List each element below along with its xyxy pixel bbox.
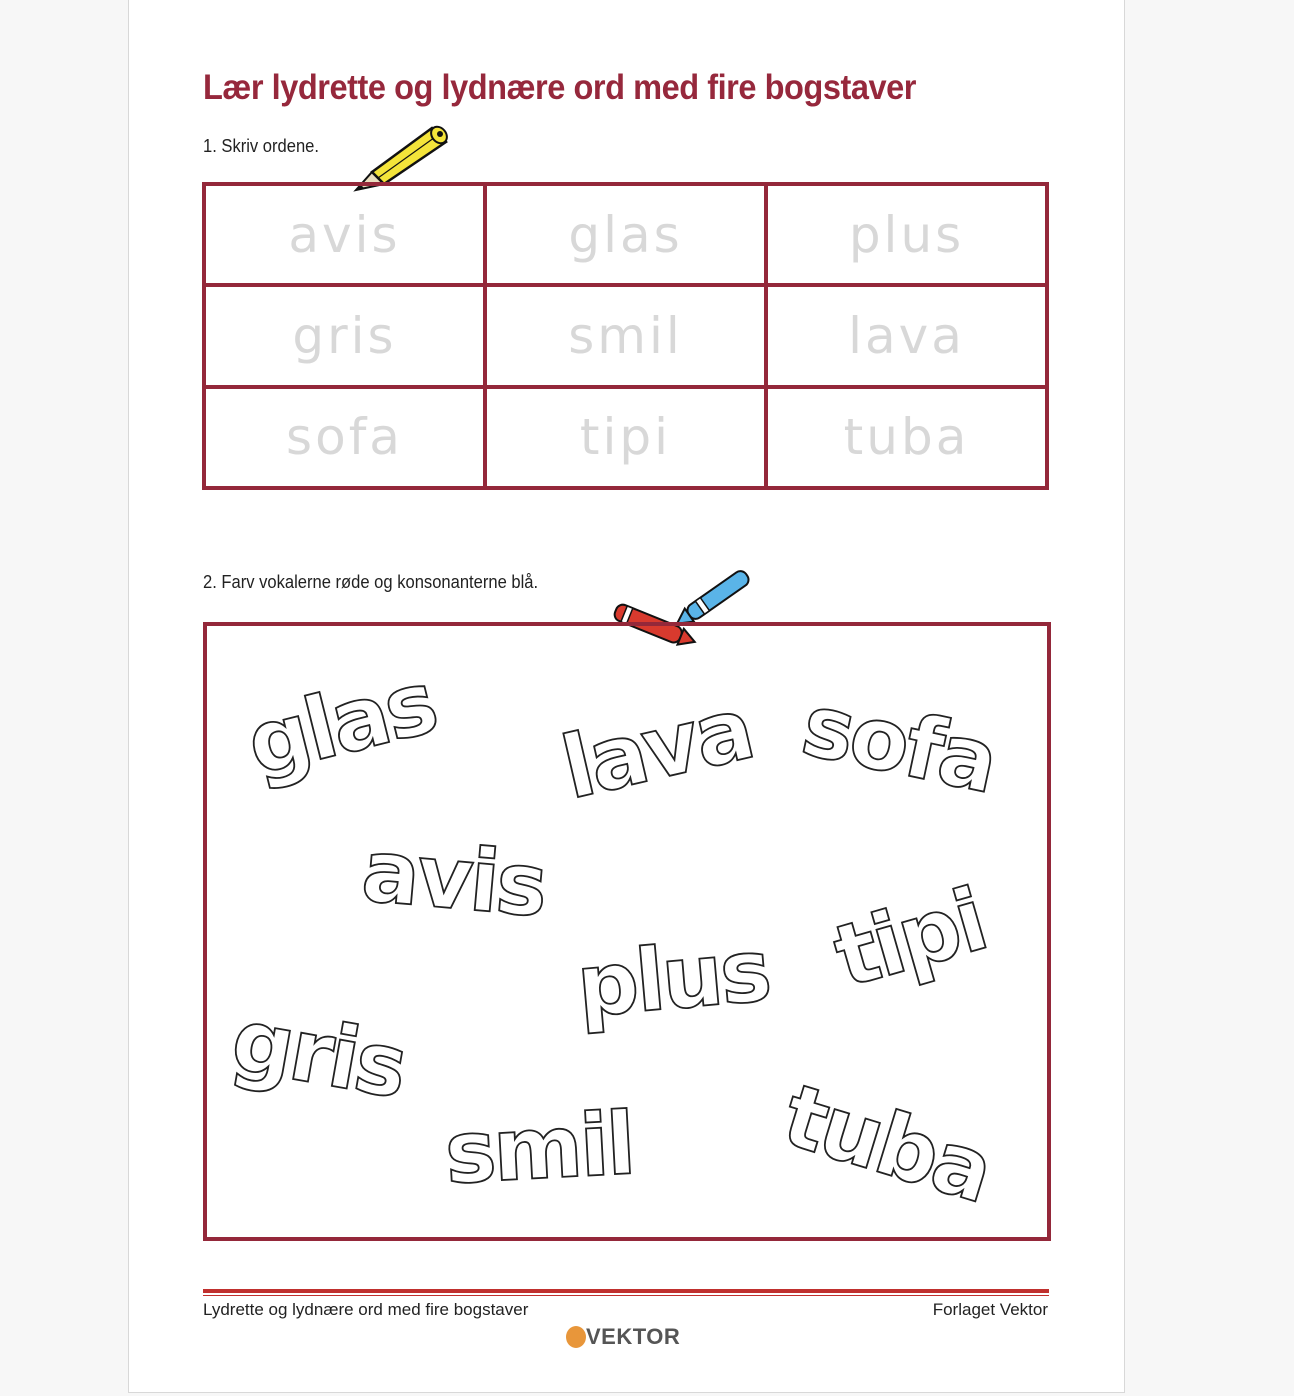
footer-rule-thin bbox=[203, 1295, 1049, 1296]
grid-word: avis bbox=[204, 184, 485, 285]
grid-word: smil bbox=[485, 285, 766, 386]
outlined-word: glas bbox=[237, 652, 445, 796]
vektor-logo bbox=[566, 1324, 680, 1350]
grid-word: lava bbox=[766, 285, 1047, 386]
grid-word: plus bbox=[766, 184, 1047, 285]
outlined-word: gris bbox=[224, 989, 413, 1119]
outlined-word: smil bbox=[442, 1094, 636, 1204]
grid-word: gris bbox=[204, 285, 485, 386]
task-1-instruction: 1. Skriv ordene. bbox=[203, 136, 319, 156]
footer-title: Lydrette og lydnære ord med fire bogstaver bbox=[203, 1300, 529, 1319]
outlined-word: lava bbox=[553, 678, 761, 820]
outlined-word: sofa bbox=[793, 674, 1005, 814]
outlined-word: tuba bbox=[771, 1065, 1002, 1223]
grid-word: tuba bbox=[766, 387, 1047, 488]
logo-text: VEKTOR bbox=[586, 1324, 681, 1349]
grid-word: glas bbox=[485, 184, 766, 285]
footer-rule bbox=[203, 1289, 1049, 1293]
task-2-instruction: 2. Farv vokalerne røde og konsonanterne blå. bbox=[203, 572, 539, 592]
word-grid bbox=[202, 182, 1049, 490]
coloring-box bbox=[203, 622, 1051, 1241]
outlined-word: plus bbox=[573, 920, 773, 1038]
outlined-word: tipi bbox=[824, 870, 996, 1008]
footer-publisher: Forlaget Vektor bbox=[932, 1300, 1048, 1319]
outlined-word: avis bbox=[357, 821, 549, 937]
grid-word: sofa bbox=[204, 387, 485, 488]
grid-word: tipi bbox=[485, 387, 766, 488]
page-title: Lær lydrette og lydnære ord med fire bogstaver bbox=[203, 68, 916, 107]
logo-mark-icon bbox=[566, 1326, 586, 1348]
